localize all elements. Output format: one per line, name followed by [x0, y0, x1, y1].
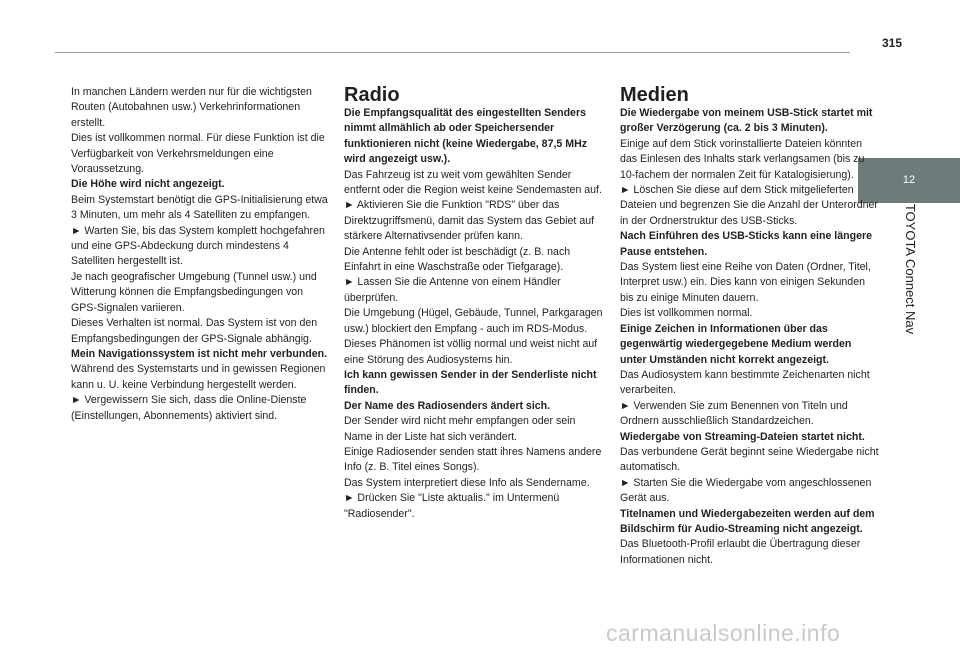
body-paragraph: Beim Systemstart benötigt die GPS-Initialisierung etwa 3 Minuten, um mehr als 4 Satelliten zu empfangen.: [71, 193, 328, 222]
body-paragraph: Das Bluetooth-Profil erlaubt die Übertragung dieser Informationen nicht.: [620, 538, 861, 566]
column-medien: [620, 106, 880, 568]
body-paragraph: ► Aktivieren Sie die Funktion "RDS" über das Direktzugriffsmenü, damit das System das Gebiet auf stärkere Alternativsender prüfen kann.: [344, 199, 595, 243]
bold-heading-paragraph: Ich kann gewissen Sender in der Senderliste nicht finden.: [344, 368, 597, 397]
body-paragraph: Der Sender wird nicht mehr empfangen oder sein Name in der Liste hat sich verändert.: [344, 415, 576, 443]
bold-heading-paragraph: Einige Zeichen in Informationen über das gegenwärtig wiedergegebene Medium werden unter Umständen nicht korrekt angezeigt.: [620, 322, 852, 366]
body-paragraph: Dieses Verhalten ist normal. Das System ist von den Empfangsbedingungen der GPS-Signale abhängig.: [71, 317, 318, 345]
body-paragraph: Dies ist vollkommen normal.: [620, 307, 753, 320]
body-paragraph: Je nach geografischer Umgebung (Tunnel usw.) und Witterung können die Empfangsbedingungen von GPS-Signalen variieren.: [71, 270, 317, 314]
body-paragraph: ► Lassen Sie die Antenne von einem Händler überprüfen.: [344, 276, 561, 304]
bold-heading-paragraph: Nach Einführen des USB-Sticks kann eine längere Pause entstehen.: [620, 230, 872, 258]
body-paragraph: Die Antenne fehlt oder ist beschädigt (z. B. nach Einfahrt in eine Waschstraße oder Tiefgarage).: [344, 245, 571, 274]
body-paragraph: ► Drücken Sie "Liste aktualis." im Untermenü "Radiosender".: [344, 492, 560, 520]
bold-heading-paragraph: Die Höhe wird nicht angezeigt.: [71, 178, 225, 191]
bold-heading-paragraph: Die Empfangsqualität des eingestellten Senders nimmt allmählich ab oder Speichersender funktionieren nicht (keine Wiedergabe, 87,5 MHz wird angezeigt usw.).: [344, 107, 588, 166]
body-paragraph: Dies ist vollkommen normal. Für diese Funktion ist die Verfügbarkeit von Verkehrsmeldungen eine Voraussetzung.: [71, 132, 325, 176]
chapter-title: TOYOTA Connect Nav: [903, 203, 918, 335]
header-rule: [55, 52, 850, 53]
body-paragraph: ► Löschen Sie diese auf dem Stick mitgelieferten Dateien und begrenzen Sie die Anzahl der Unterordner in der Ordnerstruktur des USB-Sticks.: [620, 184, 878, 227]
page-number: 315: [882, 36, 903, 50]
section-heading-medien: Medien: [620, 84, 689, 106]
body-paragraph: Das System interpretiert diese Info als Sendername.: [344, 476, 590, 489]
body-paragraph: ► Starten Sie die Wiedergabe vom angeschlossenen Gerät aus.: [620, 476, 872, 505]
column-radio: [344, 106, 604, 522]
body-paragraph: Während des Systemstarts und in gewissen Regionen kann u. U. keine Verbindung hergestellt werden.: [71, 363, 326, 391]
body-paragraph: Dieses Phänomen ist völlig normal und weist nicht auf eine Störung des Audiosystems hin.: [344, 338, 598, 366]
watermark: carmanualsonline.info: [606, 620, 841, 646]
body-paragraph: Das Fahrzeug ist zu weit vom gewählten Sender entfernt oder die Region weist keine Sendemasten auf.: [344, 168, 602, 197]
body-paragraph: Einige Radiosender senden statt ihres Namens andere Info (z. B. Titel eines Songs).: [344, 445, 602, 474]
bold-heading-paragraph: Mein Navigationssystem ist nicht mehr verbunden.: [71, 347, 328, 360]
body-paragraph: ► Vergewissern Sie sich, dass die Online-Dienste (Einstellungen, Abonnements) aktiviert sind.: [71, 394, 307, 422]
body-paragraph: ► Verwenden Sie zum Benennen von Titeln und Ordnern ausschließlich Standardzeichen.: [620, 399, 848, 428]
column-navigation-troubleshooting: [71, 85, 331, 424]
body-paragraph: Einige auf dem Stick vorinstallierte Dateien könnten das Einlesen des Inhalts stark verlangsamen (bis zu 10-fachem der normalen Zeit für Katalogisierung).: [620, 137, 865, 181]
body-paragraph: Das Audiosystem kann bestimmte Zeichenarten nicht verarbeiten.: [620, 368, 870, 397]
body-paragraph: ► Warten Sie, bis das System komplett hochgefahren und eine GPS-Abdeckung durch mindestens 4 Satelliten hergestellt ist.: [71, 224, 325, 268]
bold-heading-paragraph: Wiedergabe von Streaming-Dateien startet nicht.: [620, 430, 865, 443]
body-paragraph: Die Umgebung (Hügel, Gebäude, Tunnel, Parkgaragen usw.) blockiert den Empfang - auch im RDS-Modus.: [344, 307, 603, 335]
bold-heading-paragraph: Der Name des Radiosenders ändert sich.: [344, 399, 551, 412]
section-heading-radio: Radio: [344, 84, 400, 106]
body-paragraph: Das System liest eine Reihe von Daten (Ordner, Titel, Interpret usw.) ein. Dies kann von einigen Sekunden bis zu einige Minuten dauern.: [620, 261, 871, 304]
bold-heading-paragraph: Titelnamen und Wiedergabezeiten werden auf dem Bildschirm für Audio-Streaming nicht angezeigt.: [620, 507, 875, 535]
chapter-number: 12: [902, 174, 916, 186]
body-paragraph: In manchen Ländern werden nur für die wichtigsten Routen (Autobahnen usw.) Verkehrinformationen erstellt.: [71, 86, 312, 129]
bold-heading-paragraph: Die Wiedergabe von meinem USB-Stick startet mit großer Verzögerung (ca. 2 bis 3 Minuten).: [620, 107, 873, 135]
body-paragraph: Das verbundene Gerät beginnt seine Wiedergabe nicht automatisch.: [620, 445, 879, 474]
